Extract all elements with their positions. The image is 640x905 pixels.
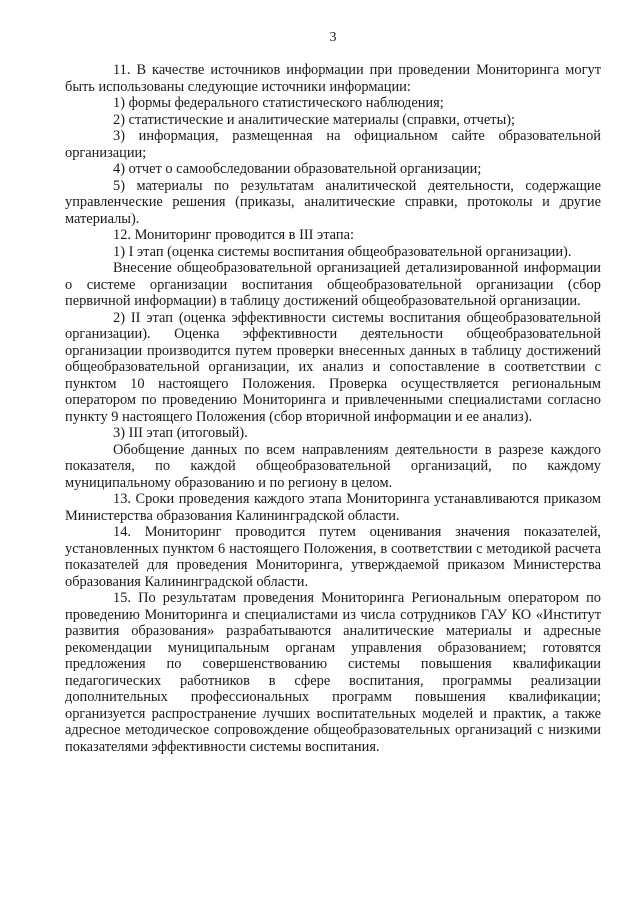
stage-3-heading: 3) III этап (итоговый).: [113, 425, 248, 441]
list-item-5: 5) материалы по результатам аналитической деятельности, содержащие управленческие решения (приказы, аналитические справки, протоколы и другие материалы).: [65, 177, 601, 227]
paragraph-11: 11. В качестве источников информации при проведении Мониторинга могут быть использованы следующие источники информации:: [65, 62, 601, 95]
list-item-1: 1) формы федерального статистического наблюдения;: [113, 95, 444, 111]
paragraph-12: 12. Мониторинг проводится в III этапа:: [113, 227, 354, 243]
stage-1-heading: 1) I этап (оценка системы воспитания общеобразовательной организации).: [113, 243, 572, 260]
list-item-4: 4) отчет о самообследовании образовательной организации;: [113, 161, 482, 177]
paragraph-15: 15. По результатам проведения Мониторинга Региональным оператором по проведению Мониторинга и специалистами из числа сотрудников ГАУ КО «Институт развития образования» разрабатываются аналитические материалы и адресные рекомендации муниципальным органам управления образованием; готовятся предложения по совершенствованию системы повышения квалификации педагогических работников в сфере воспитания, программы реализации дополнительных профессиональных программ повышения квалификации; организуется распространение лучших воспитательных моделей и практик, а также адресное методическое сопровождение общеобразовательных организаций с низкими показателями эффективности системы воспитания.: [65, 590, 601, 755]
paragraph-13: 13. Сроки проведения каждого этапа Мониторинга устанавливаются приказом Министерства образования Калининградской области.: [65, 491, 601, 524]
page-number: 3: [329, 30, 337, 45]
document-page: [65, 30, 601, 755]
list-item-3: 3) информация, размещенная на официальном сайте образовательной организации;: [65, 128, 601, 161]
paragraph-14: 14. Мониторинг проводится путем оценивания значения показателей, установленных пунктом 6 настоящего Положения, в соответствии с методикой расчета показателей для проведения Мониторинга, утверждаемой приказом Министерства образования Калининградской области.: [65, 524, 601, 590]
stage-1-text: Внесение общеобразовательной организацией детализированной информации о системе организации воспитания общеобразовательной организации (сбор первичной информации) в таблицу достижений общеобразовательной организации.: [65, 260, 601, 309]
stage-2-text: 2) II этап (оценка эффективности системы воспитания общеобразовательной организации). Оценка эффективности деятельности общеобразовательной организации производится путем проверки внесенных данных в таблицу достижений общеобразовательной организации, их анализ и сопоставление в соответствии с пунктом 10 настоящего Положения. Проверка осуществляется региональным оператором по проведению Мониторинга и привлеченными специалистами согласно пункту 9 настоящего Положения (сбор вторичной информации и ее анализ).: [65, 309, 601, 425]
stage-3-text: Обобщение данных по всем направлениям деятельности в разрезе каждого показателя, по каждой общеобразовательной организаций, по каждому муниципальному образованию и по региону в целом.: [65, 441, 601, 491]
list-item-2: 2) статистические и аналитические материалы (справки, отчеты);: [113, 111, 516, 128]
